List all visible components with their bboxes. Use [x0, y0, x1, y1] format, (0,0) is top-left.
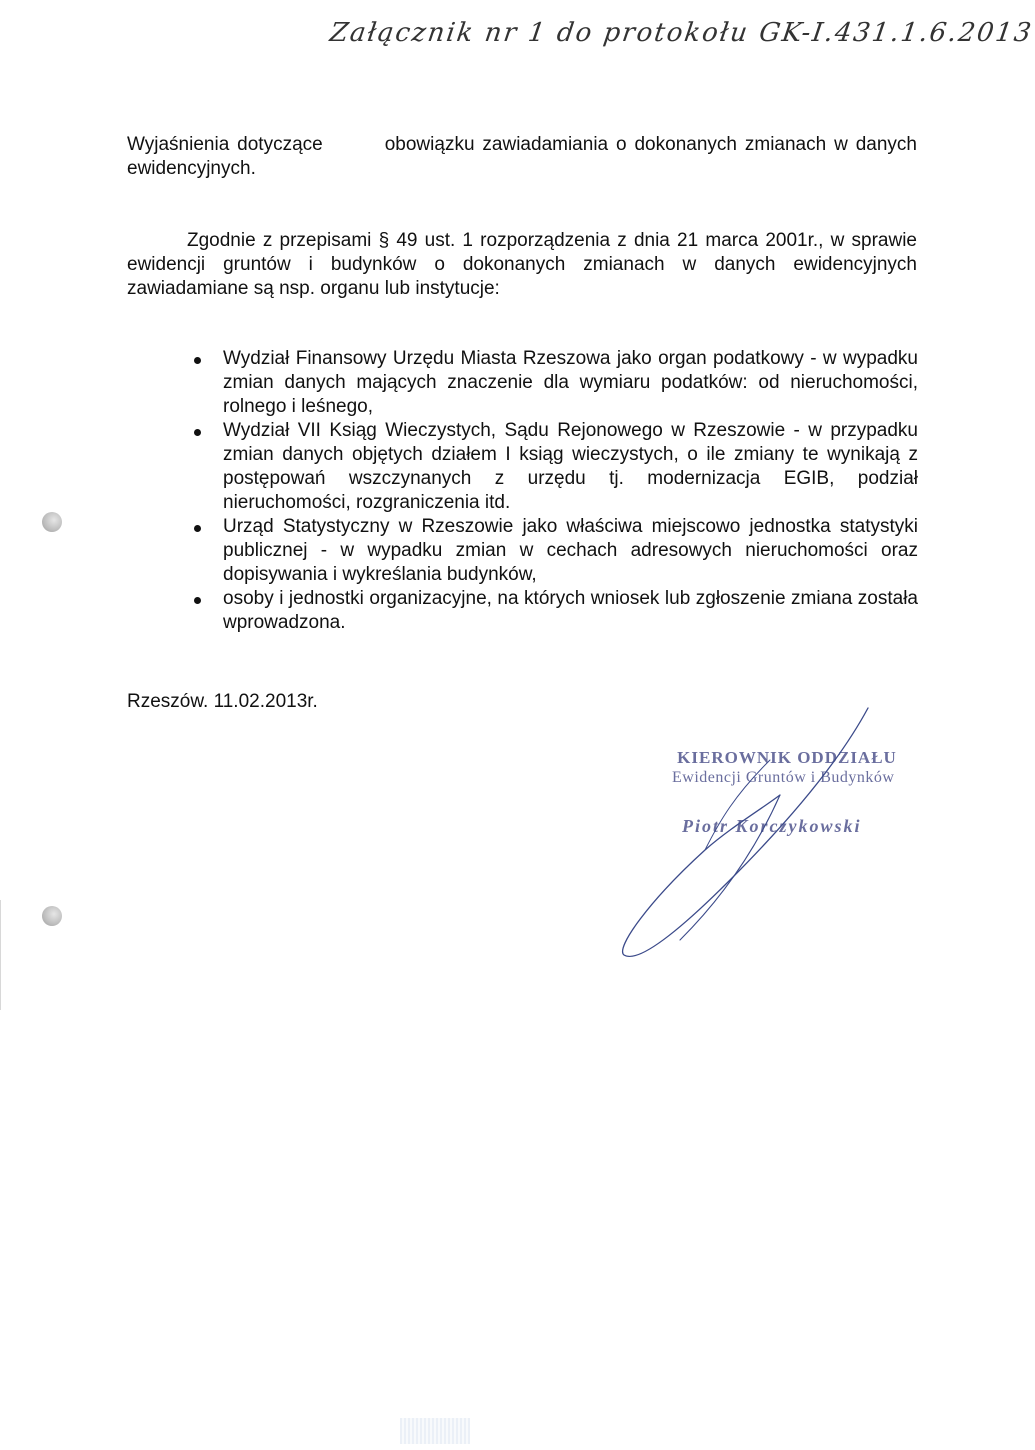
- list-item: [188, 347, 918, 419]
- list-item-text: Wydział VII Ksiąg Wieczystych, Sądu Rejonowego w Rzeszowie - w przypadku zmian danych objętych działem I ksiąg wieczystych, o ile zmiany te wynikają z postępowań wszczynanych z urzędu tj. modernizacja EGIB, podział nieruchomości, rozgraniczenia itd.: [223, 420, 918, 513]
- list-item-text: Urząd Statystyczny w Rzeszowie jako właściwa miejscowo jednostka statystyki publicznej - w wypadku zmian w cechach adresowych nieruchomości oraz dopisywania i wykreślania budynków,: [223, 516, 918, 585]
- punch-hole-mark: [42, 906, 62, 926]
- list-item-text: Wydział Finansowy Urzędu Miasta Rzeszowa jako organ podatkowy - w wypadku zmian danych mających znaczenie dla wymiaru podatków: od nieruchomości, rolnego i leśnego,: [223, 348, 918, 417]
- list-item: [188, 587, 918, 635]
- handwritten-annotation: Załącznik nr 1 do protokołu GK-I.431.1.6.2013: [327, 18, 1035, 48]
- scan-artifact: [400, 1418, 470, 1444]
- scan-edge-line: [0, 900, 1, 1010]
- handwritten-signature: [610, 700, 890, 970]
- list-item: [188, 419, 918, 515]
- heading-part-2: obowiązku zawiadamiania o dokonanych zmianach w danych ewidencyjnych.: [127, 134, 917, 179]
- bullet-icon: [194, 429, 201, 436]
- recipient-list: [188, 347, 918, 635]
- stamp-subtitle: Ewidencji Gruntów i Budynków: [672, 769, 895, 786]
- intro-paragraph: Zgodnie z przepisami § 49 ust. 1 rozporządzenia z dnia 21 marca 2001r., w sprawie ewidencji gruntów i budynków o dokonanych zmianach w danych ewidencyjnych zawiadamiane są nsp. organu lub instytucje:: [127, 230, 917, 299]
- list-item-text: osoby i jednostki organizacyjne, na których wniosek lub zgłoszenie zmiana została wprowadzona.: [223, 588, 918, 633]
- punch-hole-mark: [42, 512, 62, 532]
- stamp-name: Piotr Korczykowski: [682, 816, 862, 836]
- place-and-date: Rzeszów. 11.02.2013r.: [127, 691, 318, 712]
- heading-part-1: Wyjaśnienia dotyczące: [127, 134, 323, 155]
- stamp-title: KIEROWNIK ODDZIAŁU: [677, 748, 897, 767]
- document-heading: [127, 133, 917, 181]
- list-item: [188, 515, 918, 587]
- bullet-icon: [194, 525, 201, 532]
- bullet-icon: [194, 357, 201, 364]
- bullet-icon: [194, 597, 201, 604]
